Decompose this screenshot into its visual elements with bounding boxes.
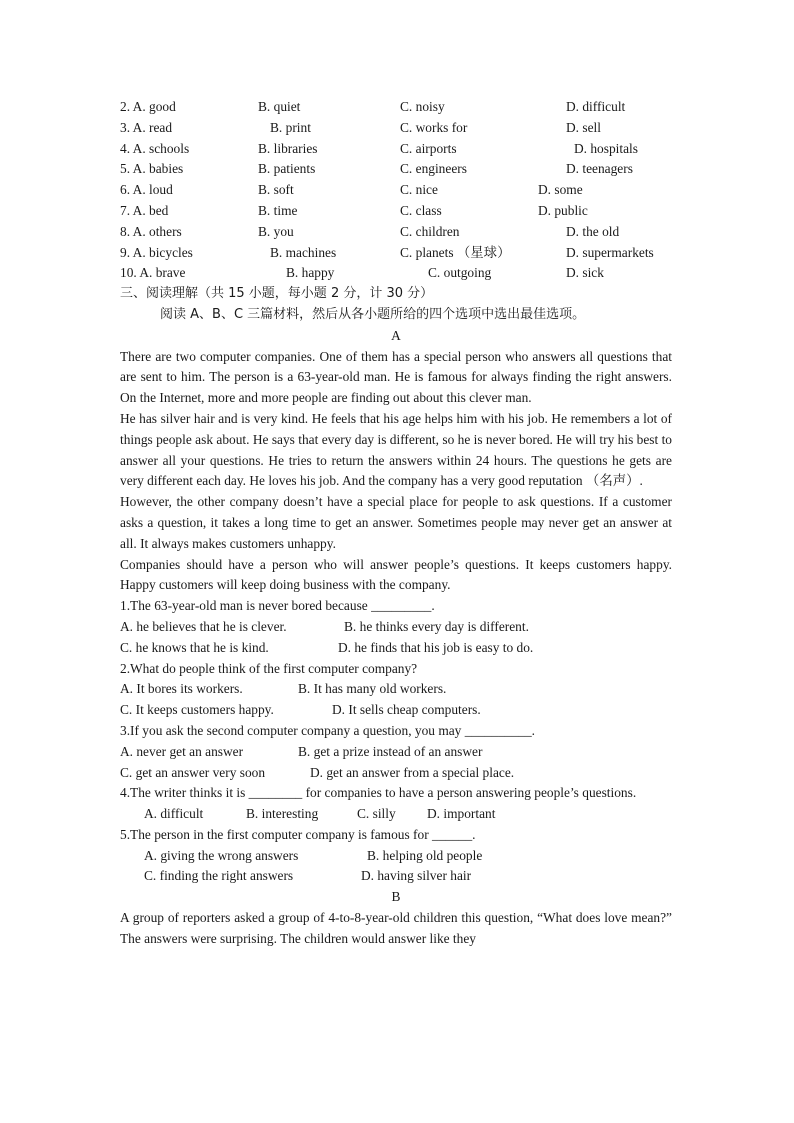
passage-label: B [391,889,401,905]
cloze-option-row [120,180,672,201]
question-stem [120,721,672,742]
option: C. planets （星球） [400,244,511,260]
option: 9. A. bicycles [120,244,193,260]
option: 3. A. read [120,119,173,135]
question-text: 2.What do people think of the first computer company? [120,660,418,676]
option: A. never get an answer [120,743,244,759]
option-row [120,804,672,825]
passage-label: A [391,327,401,343]
option-row [120,763,672,784]
option: C. children [400,223,460,239]
option-row [120,700,672,721]
option: A. difficult [144,806,204,822]
cloze-option-row [120,139,672,160]
option: B. happy [286,265,335,281]
option: C. It keeps customers happy. [120,702,274,718]
option: C. he knows that he is kind. [120,639,269,655]
cloze-option-row [120,97,672,118]
option: D. get an answer from a special place. [310,764,515,780]
option: B. print [270,119,311,135]
paragraph: He has silver hair and is very kind. He feels that his age helps him with his job. He remembers a lot of things people ask about. He says that every day is different, so he is never bored. He will try his best to answer all your questions. He tries to return the answers within 24 hours. The questions he gets are very different each day. He loves his job. And the company has a very good reputation （名声）. [120,410,672,489]
option: B. soft [258,182,294,198]
cloze-option-row [120,118,672,139]
option-row [120,679,672,700]
paragraph: Companies should have a person who will answer people’s questions. It keeps customers happy. Happy customers will keep doing business with the company. [120,556,672,593]
option: 6. A. loud [120,182,173,198]
paragraph: There are two computer companies. One of them has a special person who answers all questions that are sent to him. The person is a 63-year-old man. He is famous for always finding the right answers. On the Internet, more and more people are finding out about this clever man. [120,348,672,406]
option-row [120,866,672,887]
option: C. works for [400,119,468,135]
option: 5. A. babies [120,161,184,177]
section-title: 三、阅读理解（共 15 小题，每小题 2 分，计 30 分） [120,286,434,302]
question-text: 3.If you ask the second computer company a question, you may __________. [120,722,536,738]
option: C. nice [400,182,438,198]
option: D. some [538,182,583,198]
option: D. difficult [566,99,626,114]
option: C. noisy [400,99,445,114]
option: C. outgoing [428,265,492,281]
question-text: 5.The person in the first computer company is famous for ______. [120,826,476,842]
option: D. supermarkets [566,244,654,260]
option: B. you [258,223,294,239]
option: D. sell [566,119,601,135]
section-instruction: 阅读 A、B、C 三篇材料，然后从各小题所给的四个选项中选出最佳选项。 [160,306,586,322]
option: C. engineers [400,161,467,177]
option: 4. A. schools [120,140,190,156]
question-stem [120,596,672,617]
option-row [120,638,672,659]
question-text: 1.The 63-year-old man is never bored because _________. [120,598,435,614]
option: A. giving the wrong answers [144,847,299,863]
option: 7. A. bed [120,202,169,218]
option: 2. A. good [120,99,176,114]
option: D. important [427,806,496,822]
option: B. libraries [258,140,318,156]
cloze-option-row [120,243,672,264]
option: B. machines [270,244,337,260]
option: B. get a prize instead of an answer [298,743,483,759]
option: C. airports [400,140,457,156]
option: B. he thinks every day is different. [344,618,529,634]
option: C. finding the right answers [144,868,294,884]
option: D. he finds that his job is easy to do. [338,639,534,655]
question-stem [120,659,672,680]
cloze-option-row [120,222,672,243]
paragraph: However, the other company doesn’t have a special place for people to ask questions. If a customer asks a question, it takes a long time to get an answer. Sometimes people may never get an answer at all. It always makes customers unhappy. [120,494,672,551]
option-row [120,617,672,638]
option: 10. A. brave [120,265,186,281]
option: C. class [400,202,442,218]
option: A. It bores its workers. [120,681,243,697]
cloze-options [120,97,672,284]
option: D. public [538,202,588,218]
option: D. sick [566,265,604,281]
paragraph: A group of reporters asked a group of 4-to-8-year-old children this question, “What does love mean?” The answers were surprising. The children would answer like they [120,910,672,946]
option: D. having silver hair [361,868,472,884]
cloze-option-row [120,159,672,180]
question-stem: 4.The writer thinks it is ________ for companies to have a person answering people’s questions. [120,785,637,801]
option: B. helping old people [367,847,483,863]
option: B. It has many old workers. [298,681,447,697]
option: B. quiet [258,99,301,114]
option: B. patients [258,161,316,177]
option: D. the old [566,223,620,239]
question-stem [120,825,672,846]
cloze-option-row [120,201,672,222]
option: D. teenagers [566,161,633,177]
option: A. he believes that he is clever. [120,618,287,634]
option: D. It sells cheap computers. [332,702,481,718]
option-row [120,742,672,763]
option: B. interesting [246,806,319,822]
cloze-option-row [120,263,672,284]
option: C. silly [357,806,396,822]
option: B. time [258,202,298,218]
option: C. get an answer very soon [120,764,266,780]
exam-page [120,97,672,950]
option: D. hospitals [574,140,638,156]
option-row [120,846,672,867]
option: 8. A. others [120,223,182,239]
